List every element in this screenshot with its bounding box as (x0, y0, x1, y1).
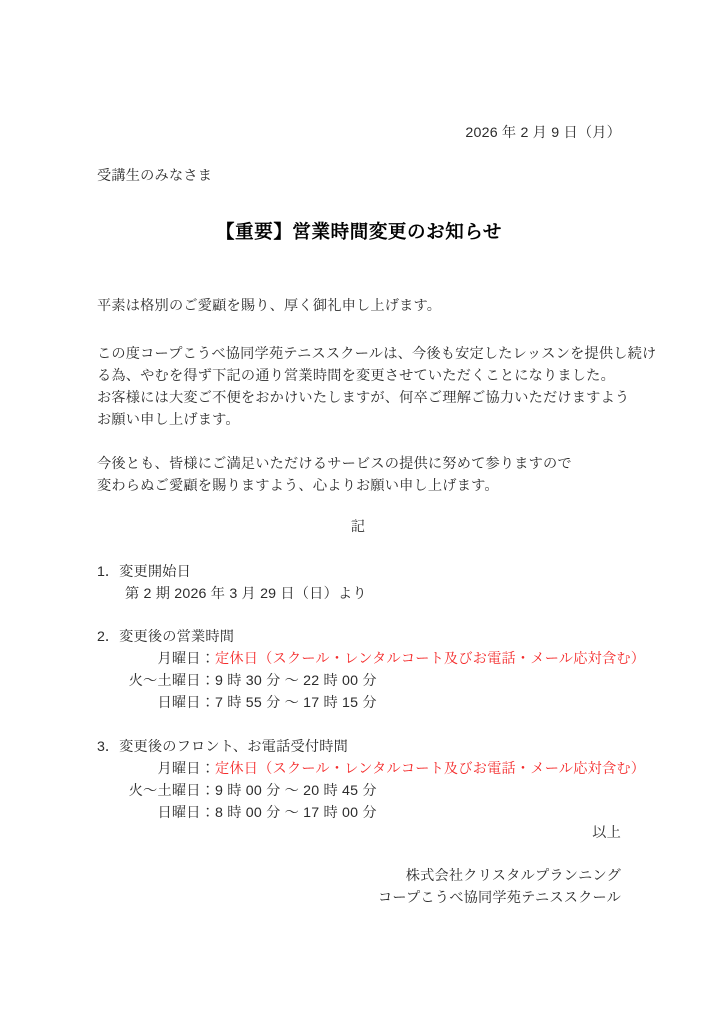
section-new-front-desk-hours (97, 736, 646, 824)
section-change-start-date (97, 561, 637, 605)
hours-value: 定休日（スクール・レンタルコート及びお電話・メール応対含む） (215, 761, 646, 777)
section-3-heading (97, 736, 637, 758)
section-1-title: 変更開始日 (119, 564, 192, 580)
body-paragraph-2 (97, 387, 637, 431)
hours-row (97, 670, 637, 692)
body-line-1: この度コープこうべ協同学苑テニススクールは、今後も安定したレッスンを提供し続け (97, 346, 657, 362)
day-label: 日曜日： (157, 695, 215, 711)
section-2-heading (97, 626, 637, 648)
section-2-title: 変更後の営業時間 (119, 629, 235, 645)
day-label: 月曜日： (157, 651, 215, 667)
hours-row (97, 780, 637, 802)
day-label: 日曜日： (157, 805, 215, 821)
hours-row (97, 802, 637, 824)
section-1-number: 1． (97, 564, 120, 580)
closing-marker: 以上 (592, 825, 621, 841)
section-1-heading (97, 561, 637, 583)
section-1-detail: 第 2 期 2026 年 3 月 29 日（日）より (125, 586, 367, 602)
hours-value: 9 時 30 分 ～ 22 時 00 分 (215, 673, 377, 689)
hours-value: 9 時 00 分 ～ 20 時 45 分 (215, 783, 377, 799)
hours-value: 7 時 55 分 ～ 17 時 15 分 (215, 695, 377, 711)
greeting-line: 平素は格別のご愛顧を賜り、厚く御礼申し上げます。 (97, 298, 442, 314)
day-label: 火～土曜日： (128, 783, 215, 799)
body-line-5: 今後とも、皆様にご満足いただけるサービスの提供に努めて参りますので (97, 456, 572, 472)
signature-company: 株式会社クリスタルプランニング (405, 868, 621, 884)
body-line-6: 変わらぬご愛顧を賜りますよう、心よりお願い申し上げます。 (97, 478, 499, 494)
hours-row (97, 648, 646, 670)
body-paragraph-1 (97, 343, 657, 387)
section-3-title: 変更後のフロント、お電話受付時間 (119, 739, 349, 755)
body-paragraph-3 (97, 453, 637, 497)
hours-value: 8 時 00 分 ～ 17 時 00 分 (215, 805, 377, 821)
greeting-paragraph (97, 295, 637, 317)
hours-row (97, 692, 637, 714)
day-label: 月曜日： (157, 761, 215, 777)
section-2-number: 2． (97, 629, 120, 645)
hours-row (97, 758, 646, 780)
hours-value: 定休日（スクール・レンタルコート及びお電話・メール応対含む） (215, 651, 646, 667)
body-line-3: お客様には大変ご不便をおかけいたしますが、何卒ご理解ご協力いただけますよう (97, 390, 630, 406)
page-title: 【重要】営業時間変更のお知らせ (216, 221, 502, 242)
section-3-number: 3． (97, 739, 120, 755)
document-date: 2026 年 2 月 9 日（月） (465, 125, 621, 141)
body-line-2: る為、やむを得ず下記の通り営業時間を変更させていただくことになりました。 (97, 368, 615, 384)
ki-marker: 記 (350, 519, 368, 535)
signature-facility: コープこうべ協同学苑テニススクール (377, 890, 621, 906)
signature-block (97, 865, 621, 909)
body-line-4: お願い申し上げます。 (97, 412, 240, 428)
section-new-business-hours (97, 626, 646, 714)
addressee-line: 受講生のみなさま (97, 168, 213, 184)
day-label: 火～土曜日： (128, 673, 215, 689)
